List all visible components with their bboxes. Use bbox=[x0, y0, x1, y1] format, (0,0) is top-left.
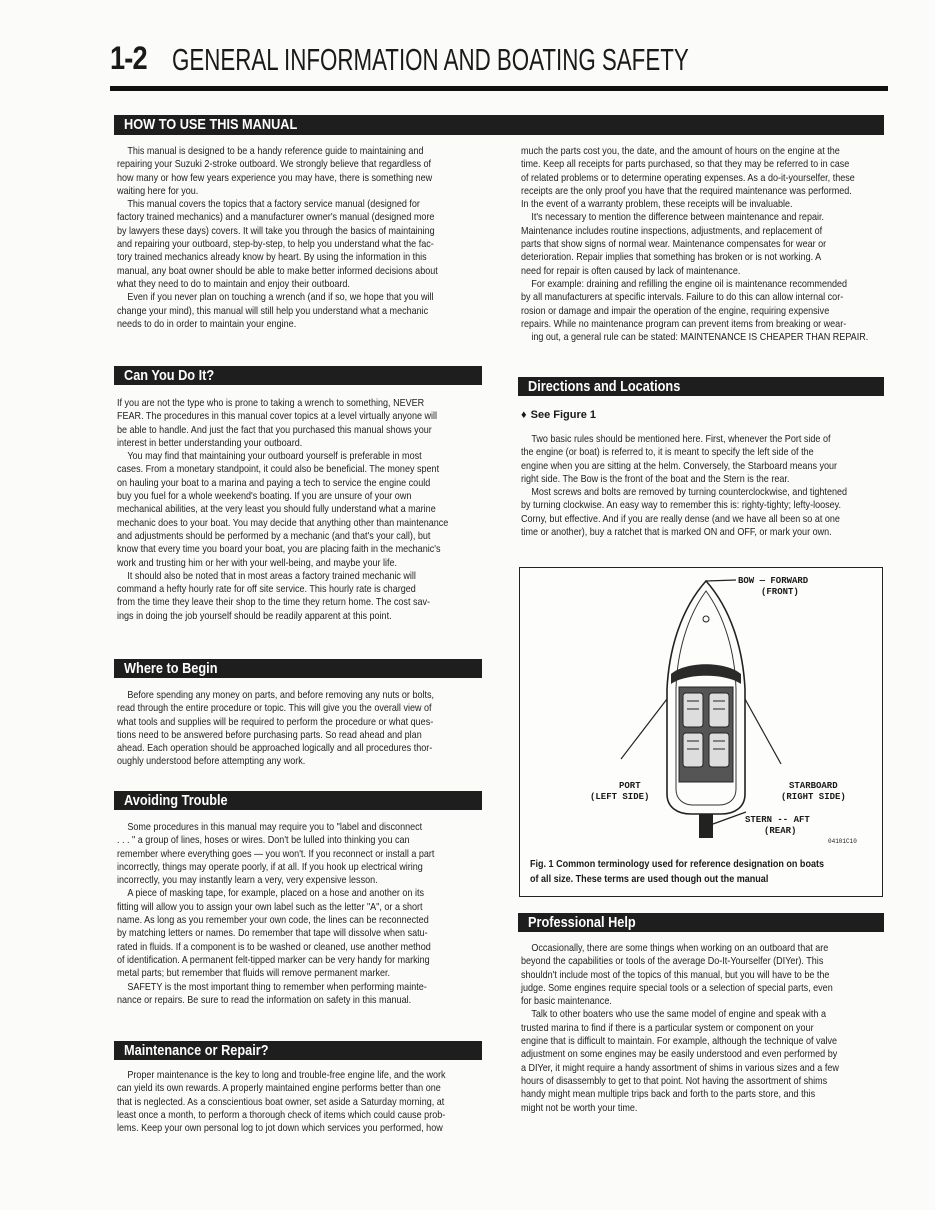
text-line: receipts are the only proof you have that the required maintenance was performed. bbox=[521, 184, 852, 197]
text-line: trusted marina to find if there is a particular system or component on your bbox=[521, 1021, 814, 1034]
text-line: can yield its own rewards. A properly maintained engine performs better than one bbox=[117, 1082, 441, 1095]
text-line: incorrectly, things may operate poorly, if at all. If you hook up electrical wiring bbox=[117, 860, 423, 873]
text-line: It should also be noted that in most areas a factory trained mechanic will bbox=[127, 569, 416, 582]
section-heading-maintenance-or-repair: Maintenance or Repair? bbox=[114, 1041, 482, 1060]
text-line: SAFETY is the most important thing to remember when performing mainte- bbox=[127, 980, 427, 993]
text-line: tions need to be answered before purchasing parts. So read ahead and plan bbox=[117, 728, 422, 741]
text-line: Maintenance includes routine inspections, adjustments, and replacement of bbox=[521, 224, 823, 237]
text-line: FEAR. The procedures in this manual cover topics at a level virtually anyone will bbox=[117, 410, 438, 423]
bow-label: BOW — FORWARD bbox=[738, 576, 809, 586]
text-line: time or another), buy a ratchet that is marked ON and OFF, or mark your own. bbox=[521, 526, 832, 539]
section-heading-directions-locations: Directions and Locations bbox=[518, 377, 884, 396]
section-heading-avoiding-trouble: Avoiding Trouble bbox=[114, 791, 482, 810]
text-line: In the event of a warranty problem, these receipts will be invaluable. bbox=[521, 198, 793, 211]
text-line: You may find that maintaining your outboard yourself is preferable in most bbox=[127, 450, 422, 463]
text-line: be able to handle. And just the fact that you purchased this manual shows your bbox=[117, 423, 432, 436]
text-line: adjustment on some engines may be easily understood and even performed by bbox=[521, 1048, 838, 1061]
where-to-begin-text bbox=[117, 689, 486, 769]
text-line: Some procedures in this manual may require you to "label and disconnect bbox=[127, 821, 423, 833]
professional-help-text bbox=[521, 942, 891, 1115]
text-line: nance or repairs. Be sure to read the information on safety in this manual. bbox=[117, 993, 412, 1006]
text-line: of identification. A permanent felt-tipped marker can be very handy for marking bbox=[117, 953, 430, 966]
text-line: buy you fuel for a whole weekend's boating. If you are unsure of your own bbox=[117, 490, 412, 503]
text-line: deterioration. Repair implies that something has broken or is not working. A bbox=[521, 251, 822, 264]
text-line: Most screws and bolts are removed by turning counterclockwise, and tightened bbox=[531, 486, 848, 499]
text-line: factory trained mechanics) and a manufacturer owner's manual (designed more bbox=[117, 211, 435, 224]
text-line: by matching letters or names. Do remember that tape will dissolve when satu- bbox=[117, 927, 428, 940]
section-heading-how-to-use: HOW TO USE THIS MANUAL bbox=[114, 115, 884, 135]
text-line: how many or how few years experience you may have, there is something new bbox=[117, 171, 433, 184]
how-to-use-left-text bbox=[117, 145, 490, 331]
text-line: Fig. 1 Common terminology used for reference designation on boats bbox=[530, 858, 825, 870]
text-line: repairing your Suzuki 2-stroke outboard. We strongly believe that regardless of bbox=[117, 158, 432, 171]
text-line: mechanical abilities, at the very least you should fully understand what a marine bbox=[117, 503, 436, 516]
text-line: judge. Some engines require special tools or a selection of special parts, even bbox=[521, 981, 833, 994]
can-you-do-it-text bbox=[117, 397, 502, 623]
text-line: command a hefty hourly rate for off site service. This hourly rate is charged bbox=[117, 583, 416, 596]
text-line: lems. Keep your own personal log to jot down which services you performed, how bbox=[117, 1122, 443, 1135]
text-line: beyond the capabilities or tools of the average Do-It-Yourselfer (DIYer). This bbox=[521, 955, 824, 968]
text-line: read through the entire procedure or topic. This will give you the overall view of bbox=[117, 702, 432, 715]
text-line: tory trained mechanics already know by heart. By using the information in this bbox=[117, 251, 427, 264]
how-to-use-right-text bbox=[521, 145, 925, 344]
text-line: For example: draining and refilling the engine oil is maintenance recommended bbox=[531, 277, 848, 290]
section-heading-can-you-do-it: Can You Do It? bbox=[114, 366, 482, 385]
text-line: time. Keep all receipts for parts purchased, so that they may be referred to in case bbox=[521, 158, 850, 171]
text-line: by turning clockwise. An easy way to remember this is: righty-tighty; lefty-loosey. bbox=[521, 499, 842, 512]
text-line: waiting here for you. bbox=[117, 184, 199, 197]
page-title: GENERAL INFORMATION AND BOATING SAFETY bbox=[172, 42, 689, 77]
text-line: need for repair is often caused by lack of maintenance. bbox=[521, 264, 741, 277]
text-line: metal parts; but remember that fluids will remove permanent marker. bbox=[117, 967, 391, 980]
text-line: A piece of masking tape, for example, placed on a hose and another on its bbox=[127, 887, 425, 900]
page-header bbox=[110, 36, 890, 86]
text-line: incorrectly, you may instantly learn a very, very expensive lesson. bbox=[117, 874, 378, 887]
figure-code: 04101C10 bbox=[828, 838, 857, 845]
text-line: know that every time you board your boat, you are placing faith in the mechanic's bbox=[117, 543, 441, 556]
text-line: Talk to other boaters who use the same model of engine and speak with a bbox=[531, 1008, 826, 1021]
text-line: by all manufacturers at specific intervals. Failure to do this can allow internal cor- bbox=[521, 291, 844, 304]
figure-caption bbox=[530, 857, 875, 887]
text-line: much the parts cost you, the date, and the amount of hours on the engine at the bbox=[521, 145, 840, 157]
text-line: on hauling your boat to a marina and paying a tech to service the engine could bbox=[117, 476, 431, 489]
text-line: right side. The Bow is the front of the boat and the Stern is the rear. bbox=[521, 472, 790, 485]
text-line: shouldn't include most of the topics of this manual, but you will have to be the bbox=[521, 968, 830, 981]
text-line: Occasionally, there are some things when working on an outboard that are bbox=[531, 942, 829, 954]
text-line: fitting will allow you to assign your own label such as the letter "A", or a short bbox=[117, 900, 423, 913]
text-line: of all size. These terms are used though out the manual bbox=[530, 873, 769, 885]
port-label: PORT bbox=[619, 781, 641, 791]
text-line: and repairing your outboard, step-by-step, to help you understand what the fac- bbox=[117, 238, 434, 251]
text-line: interest in better understanding your outboard. bbox=[117, 436, 303, 449]
rear-label: (REAR) bbox=[764, 826, 797, 836]
text-line: If you are not the type who is prone to taking a wrench to something, NEVER bbox=[117, 397, 425, 409]
text-line: This manual is designed to be a handy reference guide to maintaining and bbox=[127, 145, 424, 157]
header-rule bbox=[110, 86, 888, 91]
avoiding-trouble-text bbox=[117, 821, 486, 1007]
text-line: change your mind), this manual will still help you understand what a mechanic bbox=[117, 304, 429, 317]
boat-diagram bbox=[521, 569, 881, 844]
text-line: . . . " a group of lines, hoses or wires. Don't be lulled into thinking you can bbox=[117, 834, 410, 847]
text-line: repairs. While no maintenance program can prevent items from breaking or wear- bbox=[521, 317, 847, 330]
text-line: mechanic does to your boat. You may decide that anything other than maintenance bbox=[117, 516, 449, 529]
text-line: by lawyers these days) covers. It will take you through the basics of maintaining bbox=[117, 224, 435, 237]
text-line: engine when you are sitting at the helm. Conversely, the Starboard means your bbox=[521, 459, 838, 472]
text-line: engine that is difficult to maintain. For example, although the technique of valve bbox=[521, 1035, 838, 1048]
text-line: Corny, but effective. And if you are really dense (and we have all been so at one bbox=[521, 512, 840, 525]
text-line: ings in doing the job yourself should be readily apparent at this point. bbox=[117, 609, 392, 622]
text-line: Before spending any money on parts, and before removing any nuts or bolts, bbox=[127, 689, 435, 701]
text-line: manual, any boat owner should be able to make better informed decisions about bbox=[117, 264, 438, 277]
text-line: the engine (or boat) is referred to, it is meant to specify the left side of the bbox=[521, 446, 814, 459]
stern-label: STERN -- AFT bbox=[745, 815, 810, 825]
text-line: remember where everything goes — you won't. If you reconnect or install a part bbox=[117, 847, 435, 860]
text-line: that is neglected. As a conscientious boat owner, set aside a Saturday morning, at bbox=[117, 1095, 445, 1108]
text-line: work and trusting him or her with your well-being, and maybe your life. bbox=[117, 556, 398, 569]
front-label: (FRONT) bbox=[761, 587, 799, 597]
text-line: ing out, a general rule can be stated: MAINTENANCE IS CHEAPER THAN REPAIR. bbox=[531, 331, 869, 344]
arrow-icon: ♦ bbox=[521, 409, 527, 421]
starboard-label: STARBOARD bbox=[789, 781, 838, 791]
text-line: and adjustments should be performed by a mechanic (and that's your call), but bbox=[117, 529, 431, 542]
left-side-label: (LEFT SIDE) bbox=[590, 792, 650, 802]
text-line: for basic maintenance. bbox=[521, 995, 612, 1008]
page-number: 1-2 bbox=[110, 40, 147, 76]
text-line: oughly understood before attempting any work. bbox=[117, 755, 306, 768]
text-line: rosion or damage and impair the operation of the engine, requiring expensive bbox=[521, 304, 830, 317]
text-line: least once a month, to perform a thorough check of items which could cause prob- bbox=[117, 1108, 446, 1121]
text-line: of related problems or to determine operating expenses. As a do-it-yourselfer, these bbox=[521, 171, 855, 184]
text-line: might not be worth your time. bbox=[521, 1101, 638, 1114]
text-line: ahead. Each operation should be approached logically and all procedures thor- bbox=[117, 742, 433, 755]
text-line: what they need to do to maintain and enjoy their outboard. bbox=[117, 277, 350, 290]
directions-locations-text bbox=[521, 433, 900, 539]
text-line: Even if you never plan on touching a wrench (and if so, we hope that you will bbox=[127, 291, 434, 304]
text-line: parts that show signs of normal wear. Maintenance compensates for wear or bbox=[521, 238, 827, 251]
text-line: from the time they leave their shop to the time they return home. The cost sav- bbox=[117, 596, 431, 609]
section-heading-where-to-begin: Where to Begin bbox=[114, 659, 482, 678]
text-line: a DIYer, it might require a handy assortment of shims in various sizes and a few bbox=[521, 1061, 839, 1074]
maintenance-or-repair-text bbox=[117, 1069, 499, 1135]
text-line: handy might mean multiple trips back and forth to the parts store, and this bbox=[521, 1088, 816, 1101]
text-line: name. As long as you remember your own code, the lines can be reconnected bbox=[117, 914, 429, 927]
text-line: needs to do in order to maintain your engine. bbox=[117, 317, 297, 330]
text-line: Two basic rules should be mentioned here. First, whenever the Port side of bbox=[531, 433, 831, 445]
right-side-label: (RIGHT SIDE) bbox=[781, 792, 846, 802]
text-line: what tools and supplies will be required to perform the procedure or what ques- bbox=[117, 715, 434, 728]
text-line: This manual covers the topics that a factory service manual (designed for bbox=[127, 198, 420, 211]
text-line: It's necessary to mention the difference between maintenance and repair. bbox=[531, 211, 825, 224]
text-line: cases. From a monetary standpoint, it could also be beneficial. The money spent bbox=[117, 463, 440, 476]
see-figure-note: ♦ See Figure 1 bbox=[521, 409, 597, 421]
text-line: rated in fluids. If a component is to be washed or cleaned, use another method bbox=[117, 940, 431, 953]
text-line: hours of disassembly to get to that point. Not having the assortment of shims bbox=[521, 1074, 828, 1087]
section-heading-professional-help: Professional Help bbox=[518, 913, 884, 932]
text-line: Proper maintenance is the key to long and trouble-free engine life, and the work bbox=[127, 1069, 446, 1081]
